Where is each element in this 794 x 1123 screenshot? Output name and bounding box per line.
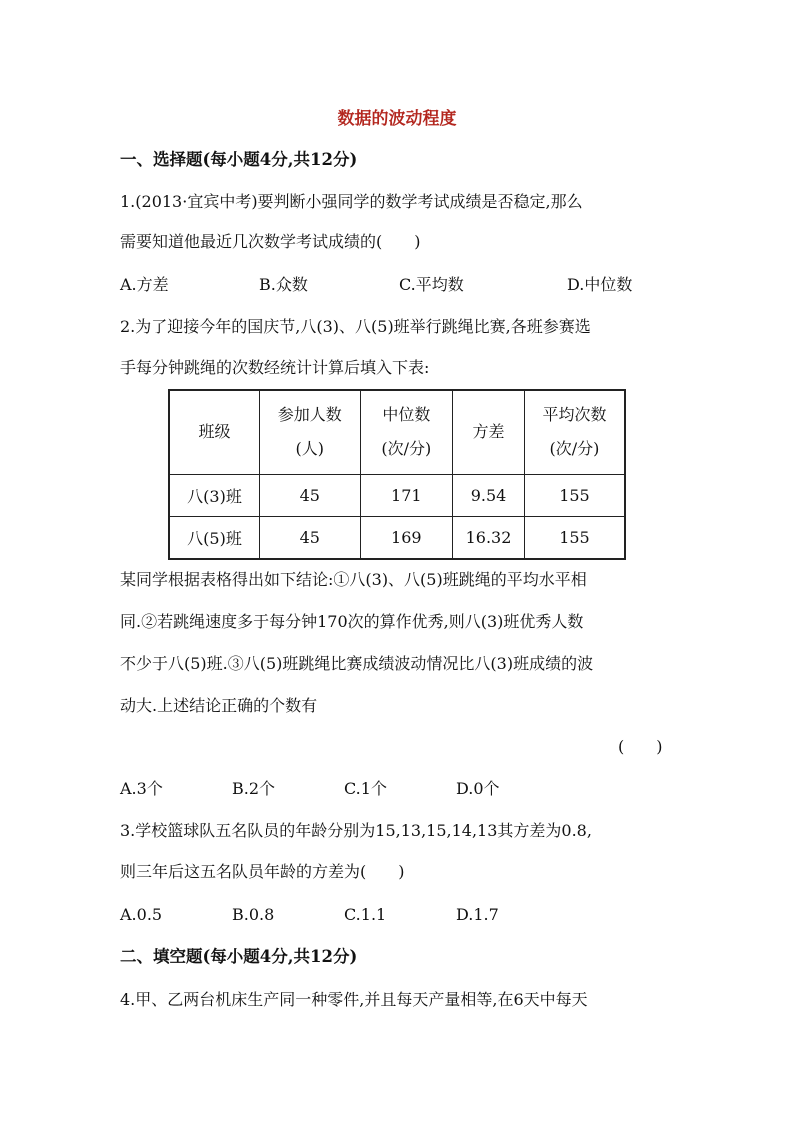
q2-line1: 2.为了迎接今年的国庆节,八(3)、八(5)班举行跳绳比赛,各班参赛选 [120,317,591,336]
q2-line2: 手每分钟跳绳的次数经统计计算后填入下表: [120,358,430,377]
q1-line1: 1.(2013·宜宾中考)要判断小强同学的数学考试成绩是否稳定,那么 [120,192,583,211]
q2-option-d: D.0个 [456,779,500,798]
table-row [169,516,625,559]
q3-line1: 3.学校篮球队五名队员的年龄分别为15,13,15,14,13其方差为0.8, [120,821,592,840]
section2-heading: 二、填空题(每小题4分,共12分) [120,947,358,966]
section1-heading: 一、选择题(每小题4分,共12分) [120,150,358,169]
table-cell: 45 [260,516,361,559]
table-cell: 9.54 [453,474,525,516]
q1-option-a: A.方差 [120,275,169,294]
q4-line1: 4.甲、乙两台机床生产同一种零件,并且每天产量相等,在6天中每天 [120,990,588,1009]
table-cell: 八(3)班 [169,474,260,516]
q3-option-b: B.0.8 [232,905,275,924]
q2-answer-bracket: ( ) [618,737,663,756]
q2-conclusion-line1: 某同学根据表格得出如下结论:①八(3)、八(5)班跳绳的平均水平相 [120,570,587,589]
q2-conclusion-line4: 动大.上述结论正确的个数有 [120,696,318,715]
q2-option-a: A.3个 [120,779,163,798]
header-class: 班级 [169,390,260,474]
q2-conclusion-line2: 同.②若跳绳速度多于每分钟170次的算作优秀,则八(3)班优秀人数 [120,612,584,631]
table-row [169,474,625,516]
q1-option-d: D.中位数 [567,275,633,294]
table-cell: 169 [360,516,453,559]
table-cell: 16.32 [453,516,525,559]
table-cell: 八(5)班 [169,516,260,559]
table-cell: 155 [524,516,625,559]
q3-option-d: D.1.7 [456,905,499,924]
page-title: 数据的波动程度 [337,109,457,129]
header-variance: 方差 [453,390,525,474]
header-mean: 平均次数 (次/分) [524,390,625,474]
q2-option-b: B.2个 [232,779,276,798]
header-median: 中位数 (次/分) [360,390,453,474]
q3-option-a: A.0.5 [120,905,163,924]
stats-table [168,389,626,560]
q1-line2: 需要知道他最近几次数学考试成绩的( ) [120,232,421,251]
q2-conclusion-line3: 不少于八(5)班.③八(5)班跳绳比赛成绩波动情况比八(3)班成绩的波 [120,654,594,673]
q2-option-c: C.1个 [344,779,387,798]
q1-option-b: B.众数 [259,275,308,294]
table-cell: 155 [524,474,625,516]
table-cell: 171 [360,474,453,516]
header-participants: 参加人数 (人) [260,390,361,474]
q3-option-c: C.1.1 [344,905,387,924]
q1-option-c: C.平均数 [399,275,464,294]
q3-line2: 则三年后这五名队员年龄的方差为( ) [120,862,405,881]
table-cell: 45 [260,474,361,516]
table-header-row [169,390,625,474]
